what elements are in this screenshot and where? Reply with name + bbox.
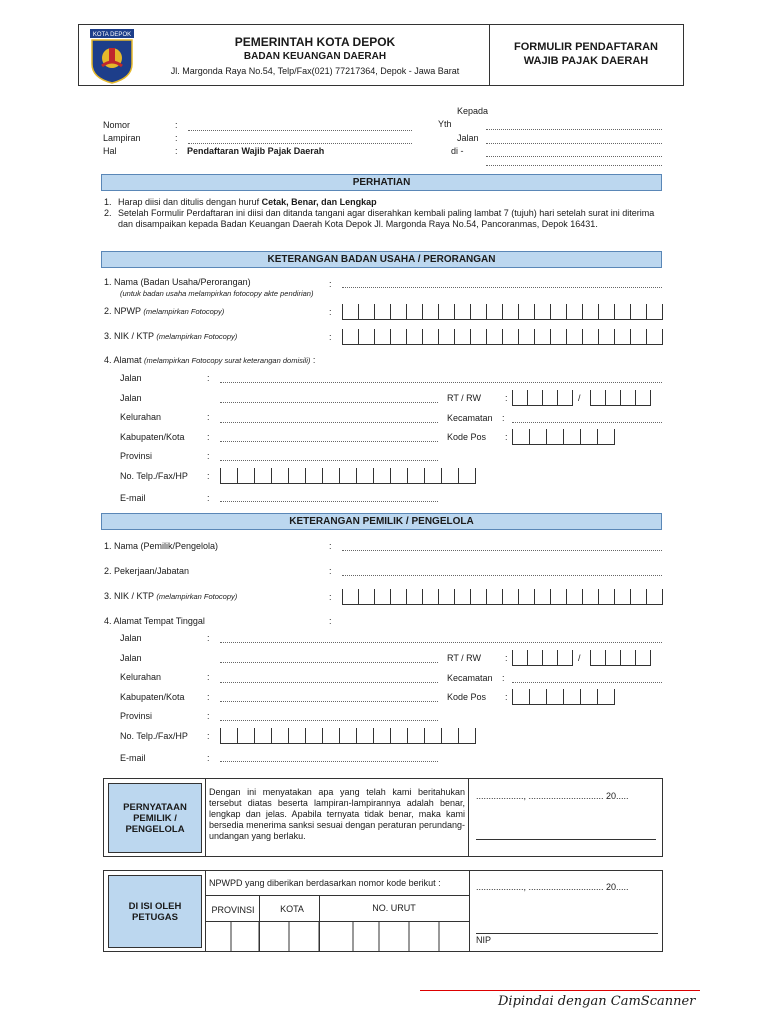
s1-nama-note: (untuk badan usaha melampirkan fotocopy akte pendirian): [120, 289, 314, 298]
section2-band: KETERANGAN PEMILIK / PENGELOLA: [101, 513, 662, 530]
slash: /: [578, 653, 581, 663]
char-box[interactable]: [441, 468, 458, 483]
jalan-label: Jalan: [457, 133, 479, 143]
s2-kelurahan-field[interactable]: [220, 673, 438, 683]
char-box[interactable]: [339, 728, 356, 743]
colon: :: [207, 412, 210, 422]
char-box[interactable]: [646, 329, 663, 344]
s2-rt-boxes[interactable]: [512, 650, 573, 666]
nip-label: NIP: [476, 935, 492, 945]
s2-kecamatan-label: Kecamatan: [447, 673, 493, 683]
char-box[interactable]: [470, 589, 486, 604]
s1-alamat-text: 4. Alamat: [104, 355, 142, 365]
char-box[interactable]: [237, 468, 254, 483]
char-box[interactable]: [305, 728, 322, 743]
nomor-label: Nomor: [103, 120, 131, 130]
char-box[interactable]: [563, 429, 580, 444]
di-label: di -: [451, 146, 464, 156]
s1-rtrw-label: RT / RW: [447, 393, 482, 403]
pernyataan-date: ..................., .............................. 20.....: [476, 791, 629, 801]
colon: :: [505, 653, 508, 663]
char-box[interactable]: [438, 589, 454, 604]
char-box[interactable]: [390, 728, 407, 743]
colon: :: [329, 566, 332, 576]
char-box[interactable]: [566, 304, 582, 319]
char-box[interactable]: [597, 689, 615, 704]
s2-jalan2-field[interactable]: [220, 653, 438, 663]
perhatian-num-1: 1.: [104, 197, 112, 207]
colon: :: [502, 673, 505, 683]
char-box[interactable]: [597, 429, 615, 444]
section1-band: KETERANGAN BADAN USAHA / PERORANGAN: [101, 251, 662, 268]
form-title-2: WAJIB PAJAK DAERAH: [523, 55, 649, 67]
colon: :: [207, 633, 210, 643]
char-box[interactable]: [373, 728, 390, 743]
petugas-date: ..................., .............................. 20.....: [476, 882, 629, 892]
char-box[interactable]: [580, 689, 597, 704]
s1-kabupaten-label: Kabupaten/Kota: [120, 432, 185, 442]
char-box[interactable]: [598, 329, 614, 344]
s1-telp-label: No. Telp./Fax/HP: [120, 471, 188, 481]
char-box[interactable]: [534, 304, 550, 319]
colon: :: [329, 332, 332, 342]
char-box[interactable]: [342, 589, 358, 604]
colon: :: [207, 731, 210, 741]
pernyataan-label: PERNYATAAN PEMILIK / PENGELOLA: [108, 783, 202, 853]
pernyataan-text: Dengan ini menyatakan apa yang telah kami beritahukan tersebut diatas beserta lampiran-lampirannya adalah benar, lengkap dan jelas. Apabila ternyata tidak benar, maka kami bersedia menerima sanksi sesuai dengan peraturan perundang-undangan yang berlaku.: [209, 787, 465, 841]
char-box[interactable]: [502, 589, 518, 604]
colon: :: [207, 493, 210, 503]
char-box[interactable]: [529, 429, 546, 444]
char-box[interactable]: [438, 304, 454, 319]
s2-nik-boxes[interactable]: [342, 589, 663, 605]
char-box[interactable]: [557, 390, 573, 405]
s1-npwp-text: 2. NPWP: [104, 306, 141, 316]
s1-alamat-label: 4. Alamat (melampirkan Fotocopy surat keterangan domisili) :: [104, 355, 316, 365]
s2-alamat-label: 4. Alamat Tempat Tinggal: [104, 616, 205, 626]
char-box[interactable]: [322, 468, 339, 483]
char-box[interactable]: [358, 304, 374, 319]
petugas-label: DI ISI OLEH PETUGAS: [108, 875, 202, 948]
s2-kecamatan-field[interactable]: [512, 673, 662, 683]
char-box[interactable]: [358, 589, 374, 604]
char-box[interactable]: [342, 304, 358, 319]
jalan-field[interactable]: [486, 134, 662, 144]
colon: :: [207, 692, 210, 702]
char-box[interactable]: [630, 589, 646, 604]
char-box[interactable]: [542, 390, 557, 405]
char-box[interactable]: [305, 468, 322, 483]
s2-kabupaten-field[interactable]: [220, 692, 438, 702]
s1-nama-field[interactable]: [342, 278, 662, 288]
char-box[interactable]: [288, 468, 305, 483]
hal-value: Pendaftaran Wajib Pajak Daerah: [187, 146, 325, 156]
char-box[interactable]: [237, 728, 254, 743]
char-box[interactable]: [518, 329, 534, 344]
s1-nik-note: (melampirkan Fotocopy): [156, 332, 238, 341]
s1-nama-label: 1. Nama (Badan Usaha/Perorangan): [104, 277, 251, 287]
pernyataan-box: [103, 778, 663, 857]
s1-jalan-label: Jalan: [120, 373, 142, 383]
char-box[interactable]: [406, 329, 422, 344]
s2-email-label: E-mail: [120, 753, 146, 763]
char-box[interactable]: [356, 468, 373, 483]
form-title-1: FORMULIR PENDAFTARAN: [513, 41, 658, 53]
char-box[interactable]: [527, 390, 542, 405]
s1-kodepos-label: Kode Pos: [447, 432, 487, 442]
provinsi-header: PROVINSI: [211, 905, 255, 915]
colon: :: [329, 279, 332, 289]
perhatian-num-2: 2.: [104, 208, 112, 218]
s2-nik-text: 3. NIK / KTP: [104, 591, 154, 601]
char-box[interactable]: [356, 728, 373, 743]
char-box[interactable]: [542, 650, 557, 665]
char-box[interactable]: [502, 304, 518, 319]
s1-npwp-boxes[interactable]: [342, 304, 663, 320]
nomor-field[interactable]: [188, 121, 412, 131]
s1-provinsi-label: Provinsi: [120, 451, 153, 461]
colon: :: [175, 133, 178, 143]
colon: :: [207, 711, 210, 721]
no-urut-header: NO. URUT: [372, 903, 416, 913]
footer-line: [420, 990, 700, 991]
s2-rw-boxes[interactable]: [590, 650, 651, 666]
char-box[interactable]: [254, 468, 271, 483]
colon: :: [329, 307, 332, 317]
char-box[interactable]: [470, 329, 486, 344]
char-box[interactable]: [438, 329, 454, 344]
hal-label: Hal: [103, 146, 117, 156]
char-box[interactable]: [635, 650, 651, 665]
s1-alamat-note: (melampirkan Fotocopy surat keterangan domisili): [144, 356, 311, 365]
colon: :: [207, 471, 210, 481]
char-box[interactable]: [646, 589, 663, 604]
char-box[interactable]: [424, 728, 441, 743]
char-box[interactable]: [502, 329, 518, 344]
kota-depok-logo: [88, 28, 136, 84]
s1-telp-boxes[interactable]: [220, 468, 476, 484]
s1-kecamatan-label: Kecamatan: [447, 413, 493, 423]
char-box[interactable]: [518, 304, 534, 319]
char-box[interactable]: [563, 689, 580, 704]
char-box[interactable]: [454, 304, 470, 319]
colon: :: [175, 146, 178, 156]
colon: :: [207, 672, 210, 682]
pernyataan-signature-line[interactable]: [476, 839, 656, 840]
char-box[interactable]: [630, 304, 646, 319]
s2-nik-note: (melampirkan Fotocopy): [156, 592, 238, 601]
agency-name: BADAN KEUANGAN DAERAH: [243, 51, 387, 62]
s2-telp-boxes[interactable]: [220, 728, 476, 744]
gov-name: PEMERINTAH KOTA DEPOK: [234, 35, 396, 49]
char-box[interactable]: [486, 304, 502, 319]
char-box[interactable]: [441, 728, 458, 743]
char-box[interactable]: [342, 329, 358, 344]
s2-nama-field[interactable]: [342, 541, 662, 551]
s1-kelurahan-field[interactable]: [220, 413, 438, 423]
char-box[interactable]: [620, 650, 635, 665]
char-box[interactable]: [590, 390, 605, 405]
char-box[interactable]: [529, 689, 546, 704]
char-box[interactable]: [374, 329, 390, 344]
char-box[interactable]: [646, 304, 663, 319]
char-box[interactable]: [486, 589, 502, 604]
colon: :: [505, 432, 508, 442]
char-box[interactable]: [582, 329, 598, 344]
s2-pekerjaan-label: 2. Pekerjaan/Jabatan: [104, 566, 190, 576]
char-box[interactable]: [422, 589, 438, 604]
s2-pekerjaan-field[interactable]: [342, 566, 662, 576]
char-box[interactable]: [406, 304, 422, 319]
char-box[interactable]: [454, 589, 470, 604]
char-box[interactable]: [374, 589, 390, 604]
char-box[interactable]: [580, 429, 597, 444]
colon: :: [505, 393, 508, 403]
s2-nik-label: [104, 591, 237, 601]
char-box[interactable]: [598, 304, 614, 319]
s2-jalan-field[interactable]: [220, 633, 662, 643]
s2-kelurahan-label: Kelurahan: [120, 672, 162, 682]
perhatian-item-1-bold: Cetak, Benar, dan Lengkap: [261, 197, 377, 207]
perhatian-item-1: [118, 197, 668, 207]
s1-npwp-label: [104, 306, 224, 316]
char-box[interactable]: [534, 589, 550, 604]
s2-jalan-label: Jalan: [120, 633, 142, 643]
char-box[interactable]: [590, 650, 605, 665]
petugas-box: [103, 870, 663, 952]
petugas-signature-line[interactable]: [476, 933, 658, 934]
s1-nik-label: [104, 331, 237, 341]
char-box[interactable]: [512, 429, 529, 444]
char-box[interactable]: [458, 728, 476, 743]
char-box[interactable]: [598, 589, 614, 604]
s1-provinsi-field[interactable]: [220, 451, 438, 461]
char-box[interactable]: [512, 689, 529, 704]
perhatian-band: PERHATIAN: [101, 174, 662, 191]
char-box[interactable]: [271, 728, 288, 743]
char-box[interactable]: [518, 589, 534, 604]
char-box[interactable]: [470, 304, 486, 319]
colon: :: [329, 616, 332, 626]
s2-jalan2-label: Jalan: [120, 653, 142, 663]
char-box[interactable]: [374, 304, 390, 319]
s2-provinsi-field[interactable]: [220, 711, 438, 721]
char-box[interactable]: [358, 329, 374, 344]
char-box[interactable]: [422, 304, 438, 319]
char-box[interactable]: [620, 390, 635, 405]
char-box[interactable]: [550, 304, 566, 319]
yth-label: Yth: [438, 119, 452, 129]
lampiran-label: Lampiran: [103, 133, 141, 143]
colon: :: [207, 373, 210, 383]
char-box[interactable]: [254, 728, 271, 743]
kepada-label: Kepada: [457, 106, 489, 116]
kota-header: KOTA: [280, 904, 304, 914]
char-box[interactable]: [339, 468, 356, 483]
s2-kodepos-label: Kode Pos: [447, 692, 487, 702]
s2-nama-label: 1. Nama (Pemilik/Pengelola): [104, 541, 219, 551]
perhatian-item-2: Setelah Formulir Perdaftaran ini diisi dan ditanda tangani agar diserahkan kembali paling lambat 7 (tujuh) hari setelah surat ini diterima dan disampaikan kepada Badan Keuangan Daerah Kota Depok Jl. Margonda Raya No.54, Pancoranmas, Depok 16431.: [118, 208, 655, 229]
s2-provinsi-label: Provinsi: [120, 711, 153, 721]
char-box[interactable]: [546, 429, 563, 444]
char-box[interactable]: [614, 304, 630, 319]
colon: :: [207, 753, 210, 763]
npwpd-code-cells[interactable]: [205, 921, 469, 951]
char-box[interactable]: [635, 390, 651, 405]
char-box[interactable]: [566, 329, 582, 344]
s2-rtrw-label: RT / RW: [447, 653, 482, 663]
s2-kodepos-boxes[interactable]: [512, 689, 615, 705]
s1-kodepos-boxes[interactable]: [512, 429, 615, 445]
camscanner-watermark: Dipindai dengan CamScanner: [498, 994, 696, 1009]
yth-field[interactable]: [486, 120, 662, 130]
colon: :: [505, 692, 508, 702]
s1-email-label: E-mail: [120, 493, 146, 503]
char-box[interactable]: [630, 329, 646, 344]
char-box[interactable]: [527, 650, 542, 665]
char-box[interactable]: [220, 728, 237, 743]
s1-email-field[interactable]: [220, 492, 438, 502]
s2-kabupaten-label: Kabupaten/Kota: [120, 692, 185, 702]
char-box[interactable]: [534, 329, 550, 344]
colon: :: [207, 432, 210, 442]
char-box[interactable]: [390, 468, 407, 483]
s2-telp-label: No. Telp./Fax/HP: [120, 731, 188, 741]
colon: :: [207, 451, 210, 461]
char-box[interactable]: [458, 468, 476, 483]
char-box[interactable]: [407, 728, 424, 743]
lampiran-field[interactable]: [188, 134, 412, 144]
colon: :: [329, 592, 332, 602]
s1-nik-boxes[interactable]: [342, 329, 663, 345]
char-box[interactable]: [614, 329, 630, 344]
char-box[interactable]: [373, 468, 390, 483]
colon: :: [502, 413, 505, 423]
char-box[interactable]: [605, 650, 620, 665]
s1-kabupaten-field[interactable]: [220, 432, 438, 442]
s2-email-field[interactable]: [220, 752, 438, 762]
char-box[interactable]: [566, 589, 582, 604]
char-box[interactable]: [512, 650, 527, 665]
char-box[interactable]: [550, 589, 566, 604]
char-box[interactable]: [390, 304, 406, 319]
char-box[interactable]: [605, 390, 620, 405]
logo-text: KOTA DEPOK: [92, 32, 132, 38]
char-box[interactable]: [322, 728, 339, 743]
s1-nik-text: 3. NIK / KTP: [104, 331, 154, 341]
agency-address: Jl. Margonda Raya No.54, Telp/Fax(021) 77217364, Depok - Jawa Barat: [170, 66, 460, 76]
char-box[interactable]: [407, 468, 424, 483]
s1-npwp-note: (melampirkan Fotocopy): [143, 307, 225, 316]
char-box[interactable]: [220, 468, 237, 483]
s1-jalan2-label: Jalan: [120, 393, 142, 403]
char-box[interactable]: [546, 689, 563, 704]
s1-rt-boxes[interactable]: [512, 390, 573, 406]
s1-jalan2-field[interactable]: [220, 393, 438, 403]
char-box[interactable]: [288, 728, 305, 743]
s1-jalan-field[interactable]: [220, 373, 662, 383]
s1-kelurahan-label: Kelurahan: [120, 412, 162, 422]
char-box[interactable]: [550, 329, 566, 344]
char-box[interactable]: [424, 468, 441, 483]
char-box[interactable]: [422, 329, 438, 344]
s1-rw-boxes[interactable]: [590, 390, 651, 406]
char-box[interactable]: [406, 589, 422, 604]
char-box[interactable]: [454, 329, 470, 344]
slash: /: [578, 393, 581, 403]
di-field-2[interactable]: [486, 156, 662, 166]
s1-kecamatan-field[interactable]: [512, 413, 662, 423]
colon: :: [329, 541, 332, 551]
char-box[interactable]: [614, 589, 630, 604]
char-box[interactable]: [512, 390, 527, 405]
char-box[interactable]: [486, 329, 502, 344]
char-box[interactable]: [557, 650, 573, 665]
char-box[interactable]: [390, 589, 406, 604]
char-box[interactable]: [582, 589, 598, 604]
char-box[interactable]: [582, 304, 598, 319]
char-box[interactable]: [390, 329, 406, 344]
char-box[interactable]: [271, 468, 288, 483]
colon: :: [175, 120, 178, 130]
npwpd-label: NPWPD yang diberikan berdasarkan nomor kode berikut :: [209, 878, 441, 888]
perhatian-item-1-text: Harap diisi dan ditulis dengan huruf: [118, 197, 262, 207]
